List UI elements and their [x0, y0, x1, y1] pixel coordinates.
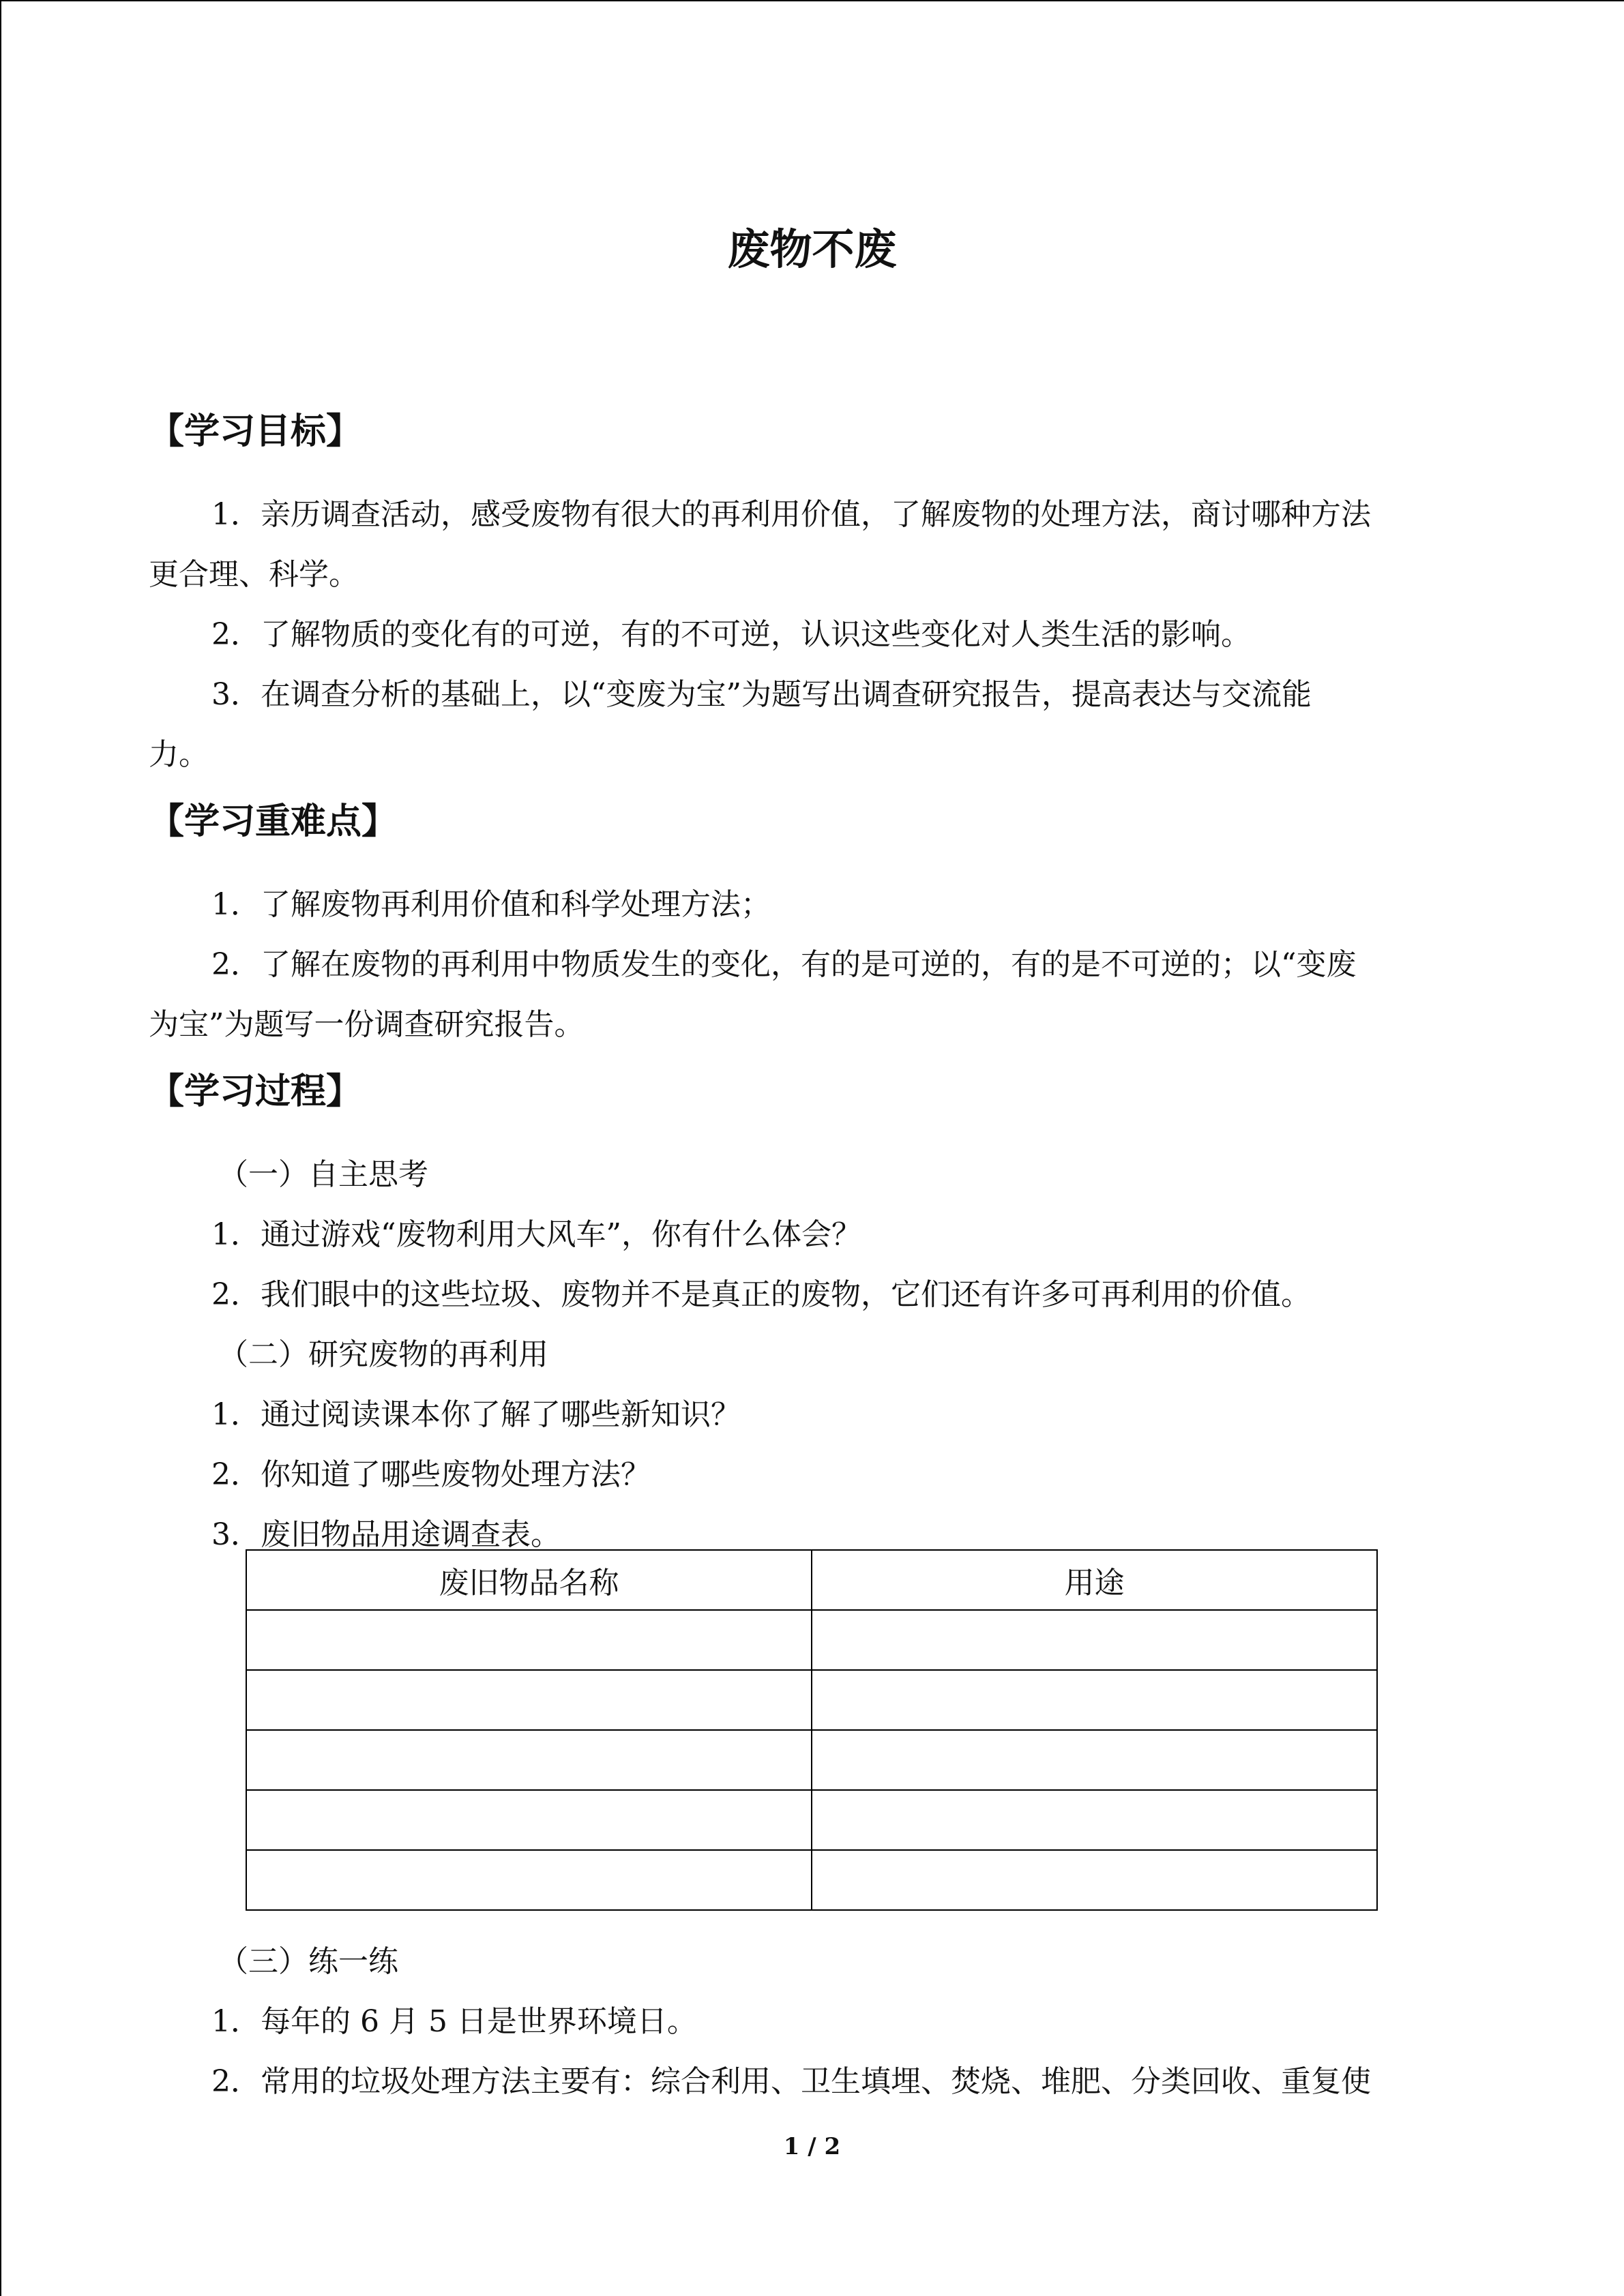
table-row — [246, 1730, 1377, 1790]
part-3-title: （三）练一练 — [218, 1944, 398, 1979]
heading-key-points: 【学习重难点】 — [149, 801, 398, 842]
table-cell — [246, 1670, 812, 1730]
part-3-question-1: 1．每年的 6 月 5 日是世界环境日。 — [211, 2004, 697, 2039]
goal-2: 2．了解物质的变化有的可逆，有的不可逆，认识这些变化对人类生活的影响。 — [211, 617, 1251, 652]
document-title: 废物不废 — [727, 224, 897, 274]
table-cell — [246, 1790, 812, 1850]
goal-3-line-2: 力。 — [149, 737, 209, 772]
heading-learning-process: 【学习过程】 — [149, 1071, 362, 1112]
heading-learning-goals: 【学习目标】 — [149, 411, 362, 452]
goal-3-line-1: 3．在调查分析的基础上，以“变废为宝”为题写出调查研究报告，提高表达与交流能 — [211, 677, 1312, 712]
table-header-row — [246, 1550, 1377, 1610]
table-cell — [246, 1610, 812, 1670]
keypoint-1: 1．了解废物再利用价值和科学处理方法； — [211, 887, 771, 922]
column-header-item-name: 废旧物品名称 — [246, 1550, 812, 1610]
table-cell — [246, 1730, 812, 1790]
waste-item-survey-table — [246, 1549, 1378, 1911]
part-1-question-2: 2．我们眼中的这些垃圾、废物并不是真正的废物，它们还有许多可再利用的价值。 — [211, 1277, 1311, 1312]
table-row — [246, 1610, 1377, 1670]
part-2-question-1: 1．通过阅读课本你了解了哪些新知识？ — [211, 1397, 741, 1432]
table-cell — [812, 1850, 1377, 1910]
part-2-title: （二）研究废物的再利用 — [218, 1337, 548, 1372]
table-row — [246, 1850, 1377, 1910]
part-2-question-2: 2．你知道了哪些废物处理方法？ — [211, 1457, 651, 1492]
table-cell — [812, 1790, 1377, 1850]
goal-1-line-2: 更合理、科学。 — [149, 557, 359, 592]
part-3-question-2: 2．常用的垃圾处理方法主要有：综合利用、卫生填埋、焚烧、堆肥、分类回收、重复使 — [211, 2064, 1371, 2099]
table-row — [246, 1790, 1377, 1850]
part-1-question-1: 1．通过游戏“废物利用大风车”，你有什么体会？ — [211, 1217, 861, 1252]
table-row — [246, 1670, 1377, 1730]
part-1-title: （一）自主思考 — [218, 1157, 428, 1192]
keypoint-2-line-1: 2．了解在废物的再利用中物质发生的变化，有的是可逆的，有的是不可逆的；以“变废 — [211, 947, 1357, 982]
goal-1-line-1: 1．亲历调查活动，感受废物有很大的再利用价值，了解废物的处理方法，商讨哪种方法 — [211, 497, 1371, 532]
page-number: 1 / 2 — [783, 2133, 841, 2160]
table-cell — [812, 1730, 1377, 1790]
table-cell — [812, 1610, 1377, 1670]
column-header-usage: 用途 — [812, 1550, 1377, 1610]
table-cell — [246, 1850, 812, 1910]
keypoint-2-line-2: 为宝”为题写一份调查研究报告。 — [149, 1007, 585, 1042]
table-cell — [812, 1670, 1377, 1730]
part-2-question-3: 3．废旧物品用途调查表。 — [211, 1517, 561, 1552]
